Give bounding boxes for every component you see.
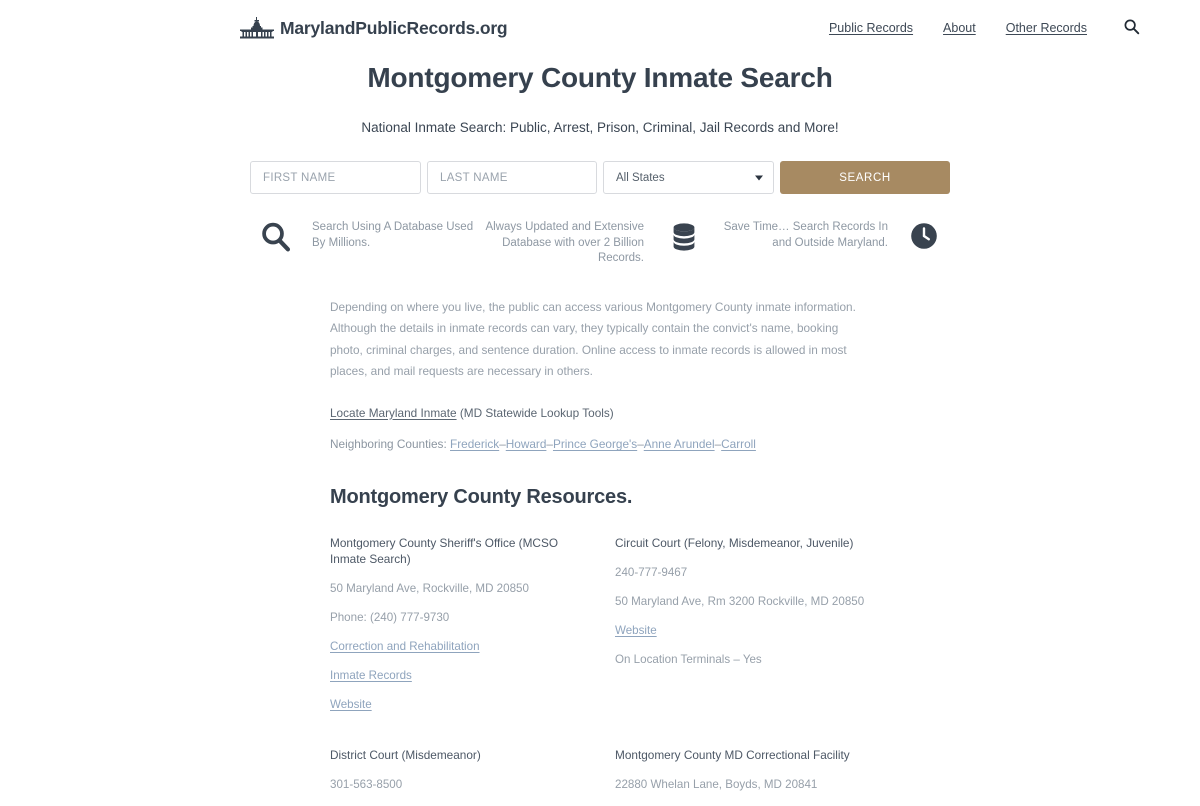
header-search-button[interactable] bbox=[1117, 18, 1140, 38]
search-icon bbox=[1123, 18, 1140, 38]
content-section bbox=[0, 297, 1200, 806]
neighbor-link-prince-georges[interactable]: Prince George's bbox=[552, 437, 638, 451]
inmate-search-form bbox=[0, 161, 1200, 194]
features-strip bbox=[0, 218, 1200, 267]
resource-address: 50 Maryland Ave, Rockville, MD 20850 bbox=[330, 581, 529, 595]
neighbor-separator: – bbox=[546, 437, 553, 451]
resource-link-inmate-records[interactable]: Inmate Records bbox=[330, 668, 412, 682]
resource-terminals: On Location Terminals – Yes bbox=[615, 652, 762, 666]
nav-item-other-records[interactable]: Other Records bbox=[1005, 21, 1087, 35]
feature-label-time: Save Time… Search Records In and Outside Maryland. bbox=[723, 221, 888, 249]
neighboring-counties-label: Neighboring Counties: bbox=[330, 437, 447, 451]
neighbor-link-anne-arundel[interactable]: Anne Arundel bbox=[643, 437, 715, 451]
magnifier-icon bbox=[240, 218, 312, 254]
neighbor-link-carroll[interactable]: Carroll bbox=[721, 437, 756, 451]
resource-heading: Montgomery County MD Correctional Facility bbox=[615, 747, 850, 762]
database-icon bbox=[648, 218, 720, 254]
page-subtitle: National Inmate Search: Public, Arrest, Prison, Criminal, Jail Records and More! bbox=[361, 120, 839, 135]
resource-link-website[interactable]: Website bbox=[615, 623, 657, 637]
resources-title: Montgomery County Resources. bbox=[330, 485, 633, 508]
first-name-input[interactable] bbox=[250, 161, 421, 194]
nav-item-about[interactable]: About bbox=[943, 21, 976, 35]
resource-link-correction-rehab[interactable]: Correction and Rehabilitation bbox=[330, 639, 480, 653]
main-nav bbox=[829, 18, 1140, 38]
neighbor-link-frederick[interactable]: Frederick bbox=[450, 437, 500, 451]
resource-block-district-court bbox=[330, 747, 585, 806]
resource-phone: 301-563-8500 bbox=[330, 777, 403, 791]
neighboring-counties-line bbox=[330, 434, 870, 456]
page-title: Montgomery County Inmate Search bbox=[367, 62, 833, 93]
resource-block-correctional-facility bbox=[615, 747, 870, 806]
resource-address: 22880 Whelan Lane, Boyds, MD 20841 bbox=[615, 777, 818, 791]
intro-paragraph: Depending on where you live, the public can access various Montgomery County inmate information. Although the details in inmate records can vary, they typically contain the convict's name, booking photo, criminal charges, and sentence duration. Online access to inmate records is allowed in most places, and mail requests are necessary in others. bbox=[330, 299, 856, 378]
neighbor-separator: – bbox=[499, 437, 506, 451]
resource-phone: Phone: (240) 777-9730 bbox=[330, 610, 450, 624]
lookup-suffix-text: (MD Statewide Lookup Tools) bbox=[459, 405, 614, 420]
clock-icon bbox=[888, 218, 960, 252]
brand-logo[interactable] bbox=[240, 17, 507, 39]
resources-grid bbox=[330, 535, 870, 806]
last-name-input[interactable] bbox=[427, 161, 597, 194]
neighbor-separator: – bbox=[714, 437, 722, 451]
neighbor-separator: – bbox=[637, 437, 644, 451]
statewide-lookup-line bbox=[330, 403, 870, 425]
state-select-wrapper bbox=[603, 161, 774, 194]
resource-phone: 240-777-9467 bbox=[615, 565, 688, 579]
feature-item-search bbox=[240, 218, 480, 254]
locate-maryland-inmate-link[interactable]: Locate Maryland Inmate bbox=[330, 405, 457, 420]
resource-link-website[interactable]: Website bbox=[330, 697, 372, 711]
capitol-building-icon bbox=[240, 17, 274, 39]
feature-item-database bbox=[480, 218, 720, 267]
resource-heading: Montgomery County Sheriff's Office (MCSO Inmate Search) bbox=[330, 535, 559, 566]
search-submit-button[interactable]: SEARCH bbox=[780, 161, 950, 194]
state-select[interactable] bbox=[603, 161, 774, 194]
site-header bbox=[0, 0, 1200, 52]
hero-section bbox=[0, 52, 1200, 135]
feature-label-search: Search Using A Database Used By Millions. bbox=[312, 221, 474, 249]
feature-label-database: Always Updated and Extensive Database with over 2 Billion Records. bbox=[485, 221, 644, 264]
resource-heading: Circuit Court (Felony, Misdemeanor, Juvenile) bbox=[615, 535, 854, 550]
brand-name: MarylandPublicRecords.org bbox=[280, 17, 508, 38]
resource-block-circuit-court bbox=[615, 535, 870, 726]
nav-item-public-records[interactable]: Public Records bbox=[828, 21, 914, 35]
resource-heading: District Court (Misdemeanor) bbox=[330, 747, 481, 762]
neighbor-link-howard[interactable]: Howard bbox=[505, 437, 547, 451]
feature-item-time bbox=[720, 218, 960, 252]
resource-address: 50 Maryland Ave, Rm 3200 Rockville, MD 20850 bbox=[615, 594, 865, 608]
resource-block-sheriff bbox=[330, 535, 585, 726]
